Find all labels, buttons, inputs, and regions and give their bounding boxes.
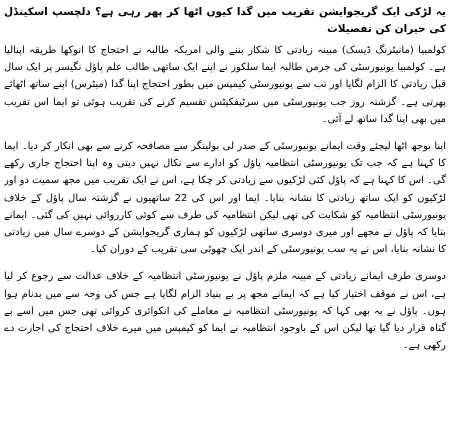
article-paragraph-2: اپنا بوجھ اٹھا لیجئے وقت ایمانے یونیورسٹی کے صدر لی بولینگر سے مصافحہ کرنے سے بھی انکار کر دیا۔ ایما کا کہنا ہے کہ جب تک یونیورسٹی انتظامیہ پاؤل کو ادارے سے نکال نہیں دیتی وہ اپنا احتجاج جاری رکھے گی۔ اس کا کہنا ہے کہ پاؤل کئی لڑکیوں سے زیادتی کر چکا ہے، اس نے ایک تقریب میں مجھ سمیت دو اور لڑکیوں کو ایک ساتھ زیادتی کا نشانہ بنایا۔ ایما اور اس کی 22 ساتھیوں نے گزشتہ سال پاؤل کے خلاف یونیورسٹی انتظامیہ کو شکایت کی تھی لیکن انتظامیہ کی طرف سے کوئی کارروائی نہیں کی گئی۔ ایمانے بتایا کہ پاؤل نے مجھے اور میری دوسری ساتھی لڑکیوں کو ہماری گریجوایشن کے دوسرے سال میں زیادتی کا نشانہ بنایا، اس نے یہ سب یونیورسٹی کے اندر ایک چھوٹی سی تقریب کے دوران کیا۔ [4,141,446,256]
article-paragraph-1: کولمبیا (مانیٹرنگ ڈیسک) مبینہ زیادتی کا شکار بننے والی امریکہ طالبہ نے احتجاج کا انوکھا طریقہ اپنالیا ہے۔ کولمبیا یونیورسٹی کی جرمن طالبہ ایما سلکوز نے اپنے ایک ساتھی طالب علم پاؤل نگیسر پر ایک سال قبل زیادتی کا الزام لگایا اور تب سے یونیورسٹی کیمپس میں بطور احتجاج اپنا گدا (میٹرس) اپنے ساتھ اٹھائے پھرتی ہے۔ گزشتہ روز جب یونیورسٹی میں سرٹیفکیٹس تقسیم کرنے کی تقریب ہوئی تو ایما اس تقریب میں بھی اپنا گدا ساتھ لے آئی۔ [4,45,446,125]
article-paragraph-3: دوسری طرف ایمانے زیادتی کے مبینہ ملزم پاؤل نے یونیورسٹی انتظامیہ کے خلاف عدالت سے رجوع کر لیا ہے، اس نے موقف اختیار کیا ہے کہ ایمانے مجھ پر بے بنیاد الزام لگایا ہے جس کی وجہ سے میں بدنام ہوا ہوں۔ پاؤل نے یہ بھی کہا کہ یونیورسٹی انتظامیہ نے معاملے کی انکوائری کروائی تھی جس میں اسے بے گناہ قرار دیا گیا تھا لیکن اس کے باوجود انتظامیہ نے ایما کو کیمپس میں میرے خلاف احتجاج کی اجازت دے رکھی ہے۔ [4,271,446,352]
article-headline: یہ لڑکی ایک گریجوایشن تقریب میں گدا کیوں اٹھا کر پھر رہی ہے؟ دلچسپ اسکینڈل کی حیران کن تفصیلات [4,6,446,35]
article [4,4,446,434]
